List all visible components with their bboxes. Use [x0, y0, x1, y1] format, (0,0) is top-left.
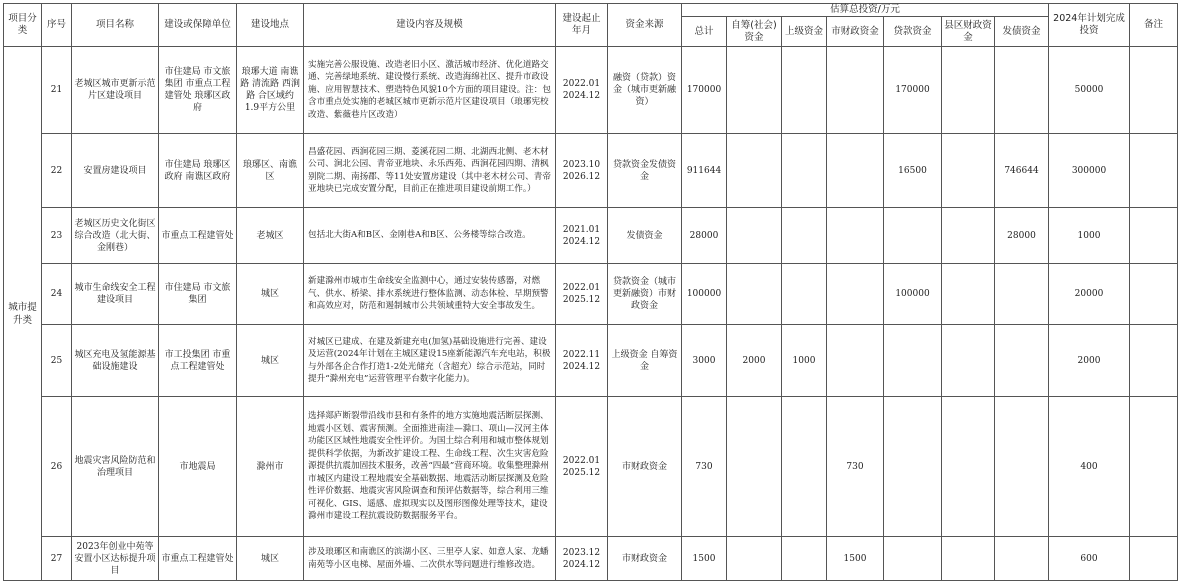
upper-cell: [782, 134, 827, 208]
project-name: 2023年创业中苑等安置小区达标提升项目: [72, 537, 159, 581]
project-name: 安置房建设项目: [72, 134, 159, 208]
bond-cell: 746644: [995, 134, 1049, 208]
self-cell: 2000: [727, 325, 782, 397]
city-cell: [827, 134, 884, 208]
header-estimate-group: 估算总投资/万元: [682, 4, 1049, 17]
district-cell: [942, 537, 995, 581]
content-cell: 实施完善公服设施、改造老旧小区、激活城市经济、优化道路交通、完善绿地系统、建设慢行系统、改造海绵社区、提升市政设施、应用智慧技术、塑造特色风貌10个方面的项目建设。注：包含市重点处实施的老城区城市更新示范片区建设项目（琅琊宪校改造、紫薇巷片区改造）: [304, 47, 556, 134]
project-name: 老城区城市更新示范片区建设项目: [72, 47, 159, 134]
unit-cell: 市住建局 琅琊区政府 南谯区政府: [159, 134, 237, 208]
bond-cell: [995, 325, 1049, 397]
location-cell: 滁州市: [237, 397, 304, 537]
self-cell: [727, 208, 782, 264]
plan2024-cell: 600: [1049, 537, 1130, 581]
header-city: 市财政资金: [827, 17, 884, 47]
header-total: 总计: [682, 17, 727, 47]
city-cell: [827, 208, 884, 264]
header-loan: 贷款资金: [884, 17, 942, 47]
district-cell: [942, 208, 995, 264]
table-row: [4, 325, 1178, 397]
table-row: [4, 134, 1178, 208]
category-cell: 城市提升类: [4, 47, 42, 581]
period-cell: 2023.10 2026.12: [556, 134, 608, 208]
row-index: 23: [42, 208, 72, 264]
unit-cell: 市重点工程建管处: [159, 208, 237, 264]
period-cell: 2022.11 2024.12: [556, 325, 608, 397]
table-row: [4, 537, 1178, 581]
project-name: 城市生命线安全工程建设项目: [72, 264, 159, 325]
loan-cell: 16500: [884, 134, 942, 208]
row-index: 27: [42, 537, 72, 581]
content-cell: 涉及琅琊区和南谯区的滨湖小区、三里亭人家、如意人家、龙蟠南苑等小区电梯、屋面外墙、二次供水等问题进行维修改造。: [304, 537, 556, 581]
header-location: 建设地点: [237, 4, 304, 47]
location-cell: 城区: [237, 264, 304, 325]
city-cell: [827, 264, 884, 325]
content-cell: 新建滁州市城市生命线安全监测中心，通过安装传感器，对燃气、供水、桥梁、排水系统进行整体监测、动态体检、早期预警和高效应对，防范和遏制城市公共领域重特大安全事故发生。: [304, 264, 556, 325]
funding-cell: 发债资金: [608, 208, 682, 264]
row-index: 22: [42, 134, 72, 208]
city-cell: 1500: [827, 537, 884, 581]
funding-cell: 市财政资金: [608, 537, 682, 581]
bond-cell: [995, 397, 1049, 537]
unit-cell: 市重点工程建管处: [159, 537, 237, 581]
header-period: 建设起止年月: [556, 4, 608, 47]
remark-cell: [1130, 134, 1178, 208]
row-index: 25: [42, 325, 72, 397]
self-cell: [727, 134, 782, 208]
unit-cell: 市工投集团 市重点工程建管处: [159, 325, 237, 397]
period-cell: 2022.01 2024.12: [556, 47, 608, 134]
table-row: [4, 264, 1178, 325]
unit-cell: 市住建局 市文旅集团: [159, 264, 237, 325]
period-cell: 2022.01 2025.12: [556, 397, 608, 537]
district-cell: [942, 397, 995, 537]
content-cell: 选择郯庐断裂带沿线市县和有条件的地方实施地震活断层探测、地震小区划、震害预测。全面推进南洼—滁口、项山—汉河主体功能区区域性地震安全性评价。为国土综合利用和城市整体规划提供科学依据，为新改扩建设工程、生命线工程、次生灾害危险源提供抗震加固技术服务，改善“四最”营商环境。收集整理滁州市城区内建设工程地震安全基础数据、地震活动断层探测及危险性评价数据、地震灾害风险调查和预评估数据等，综合利用三维可视化、GIS、遥感、虚拟现实以及图形图像处理等技术，建设滁州市建设工程抗震设防数据服务平台。: [304, 397, 556, 537]
bond-cell: [995, 47, 1049, 134]
unit-cell: 市地震局: [159, 397, 237, 537]
funding-cell: 上级资金 自筹资金: [608, 325, 682, 397]
bond-cell: [995, 264, 1049, 325]
project-name: 老城区历史文化街区综合改造（北大街、金刚巷）: [72, 208, 159, 264]
city-cell: 730: [827, 397, 884, 537]
loan-cell: 170000: [884, 47, 942, 134]
header-self: 自筹(社会)资金: [727, 17, 782, 47]
bond-cell: [995, 537, 1049, 581]
header-index: 序号: [42, 4, 72, 47]
content-cell: 昌盛花园、西涧花园三期、菱溪花园二期、北湖西北侧、老木材公司、涧北公园、青帝亚地块、永乐西苑、西涧花园四期、清枫别院二期、南扬郡、等11处安置房建设（其中老木材公司、青帝亚地块已完成安置分配，目前正在推进项目建设前期工作。）: [304, 134, 556, 208]
total-cell: 100000: [682, 264, 727, 325]
remark-cell: [1130, 537, 1178, 581]
header-category: 项目分类: [4, 4, 42, 47]
funding-cell: 融资（贷款）资金（城市更新融资）: [608, 47, 682, 134]
header-remark: 备注: [1130, 4, 1178, 47]
self-cell: [727, 537, 782, 581]
bond-cell: 28000: [995, 208, 1049, 264]
location-cell: 城区: [237, 325, 304, 397]
plan2024-cell: 20000: [1049, 264, 1130, 325]
total-cell: 730: [682, 397, 727, 537]
project-name: 城区充电及氢能源基础设施建设: [72, 325, 159, 397]
self-cell: [727, 47, 782, 134]
location-cell: 琅琊区、南谯区: [237, 134, 304, 208]
total-cell: 170000: [682, 47, 727, 134]
plan2024-cell: 1000: [1049, 208, 1130, 264]
header-plan2024: 2024年计划完成投资: [1049, 4, 1130, 47]
period-cell: 2023.12 2024.12: [556, 537, 608, 581]
plan2024-cell: 50000: [1049, 47, 1130, 134]
location-cell: 老城区: [237, 208, 304, 264]
row-index: 24: [42, 264, 72, 325]
content-cell: 包括北大街A和B区、金刚巷A和B区、公务楼等综合改造。: [304, 208, 556, 264]
loan-cell: [884, 537, 942, 581]
upper-cell: [782, 397, 827, 537]
unit-cell: 市住建局 市文旅集团 市重点工程建管处 琅琊区政府: [159, 47, 237, 134]
funding-cell: 市财政资金: [608, 397, 682, 537]
loan-cell: [884, 325, 942, 397]
header-name: 项目名称: [72, 4, 159, 47]
remark-cell: [1130, 325, 1178, 397]
header-district: 县区财政资金: [942, 17, 995, 47]
loan-cell: 100000: [884, 264, 942, 325]
header-upper: 上级资金: [782, 17, 827, 47]
plan2024-cell: 400: [1049, 397, 1130, 537]
row-index: 26: [42, 397, 72, 537]
funding-cell: 贷款资金（城市更新融资）市财政资金: [608, 264, 682, 325]
location-cell: 琅琊大道 南谯路 清流路 西涧路 合区域约1.9平方公里: [237, 47, 304, 134]
upper-cell: [782, 537, 827, 581]
remark-cell: [1130, 208, 1178, 264]
row-index: 21: [42, 47, 72, 134]
upper-cell: [782, 47, 827, 134]
district-cell: [942, 264, 995, 325]
loan-cell: [884, 397, 942, 537]
city-cell: [827, 325, 884, 397]
remark-cell: [1130, 264, 1178, 325]
period-cell: 2022.01 2025.12: [556, 264, 608, 325]
remark-cell: [1130, 397, 1178, 537]
remark-cell: [1130, 47, 1178, 134]
upper-cell: [782, 264, 827, 325]
upper-cell: 1000: [782, 325, 827, 397]
header-content: 建设内容及规模: [304, 4, 556, 47]
self-cell: [727, 397, 782, 537]
header-funding: 资金来源: [608, 4, 682, 47]
district-cell: [942, 325, 995, 397]
total-cell: 911644: [682, 134, 727, 208]
district-cell: [942, 134, 995, 208]
project-name: 地震灾害风险防范和治理项目: [72, 397, 159, 537]
period-cell: 2021.01 2024.12: [556, 208, 608, 264]
self-cell: [727, 264, 782, 325]
upper-cell: [782, 208, 827, 264]
loan-cell: [884, 208, 942, 264]
content-cell: 对城区已建成、在建及新建充电(加氢)基础设施进行完善、建设及运营(2024年计划在主城区建设15座新能源汽车充电站，积极与外部各企合作打造1-2处光储充（含超充）综合示范站，同时提升“滁州充电”运营管理平台数字化能力)。: [304, 325, 556, 397]
city-cell: [827, 47, 884, 134]
district-cell: [942, 47, 995, 134]
header-bond: 发债资金: [995, 17, 1049, 47]
investment-table: [3, 3, 1178, 581]
header-unit: 建设或保障单位: [159, 4, 237, 47]
total-cell: 28000: [682, 208, 727, 264]
table-row: [4, 47, 1178, 134]
total-cell: 1500: [682, 537, 727, 581]
table-row: [4, 397, 1178, 537]
funding-cell: 贷款资金发债资金: [608, 134, 682, 208]
table-row: [4, 208, 1178, 264]
plan2024-cell: 2000: [1049, 325, 1130, 397]
location-cell: 城区: [237, 537, 304, 581]
plan2024-cell: 300000: [1049, 134, 1130, 208]
total-cell: 3000: [682, 325, 727, 397]
